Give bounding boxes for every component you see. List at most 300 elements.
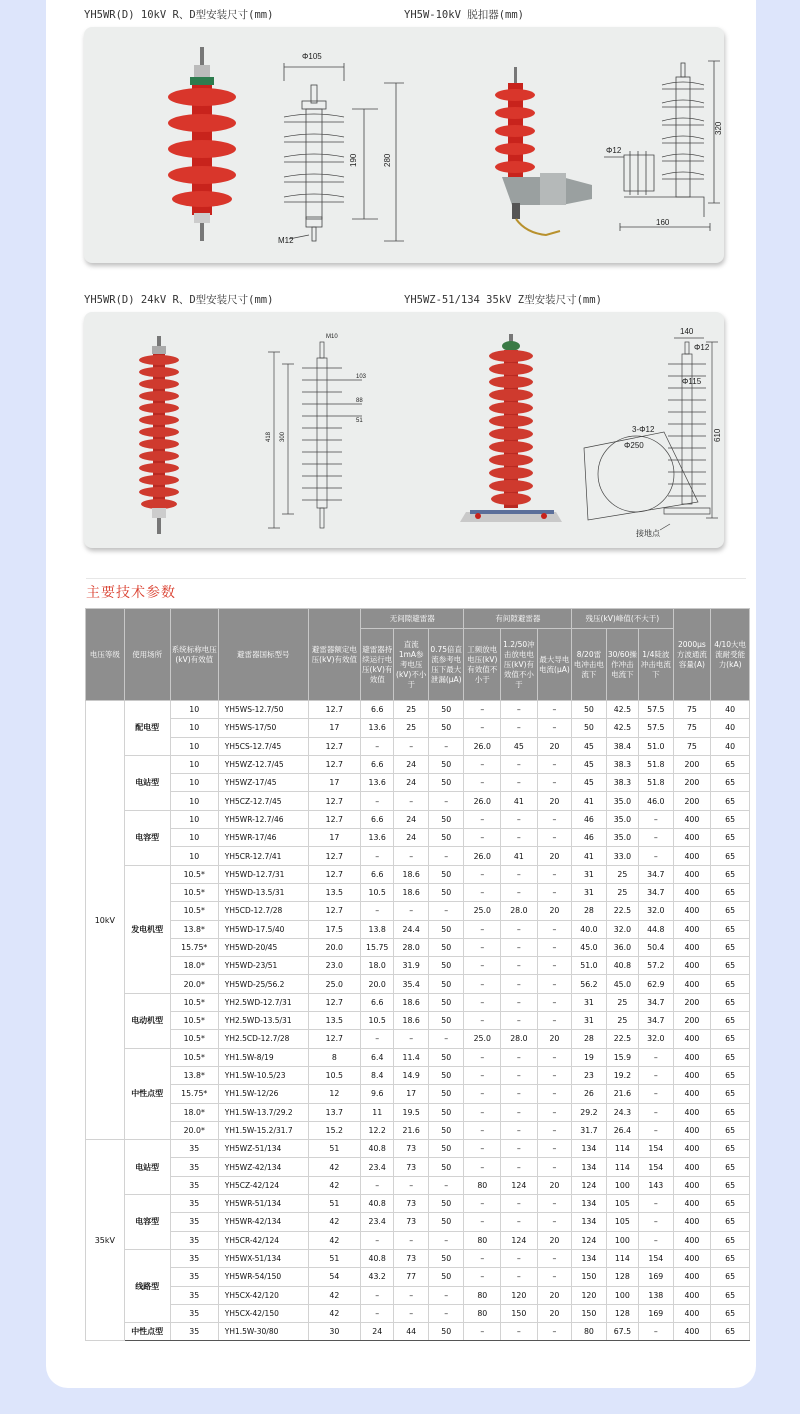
table-cell: 38.4 — [606, 737, 638, 755]
product-caption-3: YH5WR(D) 24kV R、D型安装尺寸(mm) — [84, 294, 274, 306]
table-cell: 34.7 — [639, 883, 674, 901]
table-cell: 124 — [572, 1231, 607, 1249]
table-cell: 20 — [537, 737, 572, 755]
table-cell: – — [537, 1048, 572, 1066]
table-cell: 24 — [360, 1323, 393, 1341]
table-cell: 154 — [639, 1249, 674, 1267]
table-cell: 6.6 — [360, 701, 393, 719]
table-row — [86, 810, 750, 828]
table-cell: 73 — [394, 1140, 429, 1158]
table-cell: 35 — [170, 1195, 218, 1213]
table-cell: 31.7 — [572, 1121, 607, 1139]
table-cell: 114 — [606, 1140, 638, 1158]
table-cell: 128 — [606, 1268, 638, 1286]
table-cell: 50 — [428, 1066, 464, 1084]
table-cell: – — [360, 1231, 393, 1249]
table-row — [86, 1030, 750, 1048]
table-cell: – — [537, 719, 572, 737]
table-cell: – — [537, 755, 572, 773]
dim-label-13: 418 — [266, 431, 272, 442]
table-cell: 10.5* — [170, 883, 218, 901]
table-cell: 33.0 — [606, 847, 638, 865]
table-cell: – — [394, 737, 429, 755]
table-cell: – — [464, 1121, 501, 1139]
model-cell: YH2.5WD-13.5/31 — [218, 1012, 308, 1030]
dim-label-14: 140 — [680, 327, 694, 336]
table-cell: – — [360, 1304, 393, 1322]
table-cell: 50 — [428, 1085, 464, 1103]
table-cell: 19.2 — [606, 1066, 638, 1084]
table-cell: – — [537, 1213, 572, 1231]
table-cell: 80 — [464, 1286, 501, 1304]
model-cell: YH2.5CD-12.7/28 — [218, 1030, 308, 1048]
table-cell: – — [464, 957, 501, 975]
table-cell: – — [501, 1103, 538, 1121]
table-cell: – — [537, 957, 572, 975]
table-cell: 65 — [711, 1066, 750, 1084]
dim-label-12: 300 — [280, 431, 286, 442]
table-cell: 50 — [428, 1158, 464, 1176]
table-cell: – — [501, 883, 538, 901]
table-cell: 42 — [308, 1286, 360, 1304]
table-cell: 12.2 — [360, 1121, 393, 1139]
table-row — [86, 1012, 750, 1030]
table-row — [86, 1176, 750, 1194]
table-cell: 400 — [673, 1195, 711, 1213]
table-cell: 50 — [428, 1140, 464, 1158]
table-row — [86, 938, 750, 956]
model-cell: YH5CS-12.7/45 — [218, 737, 308, 755]
table-cell: – — [501, 1213, 538, 1231]
table-cell: 19.5 — [394, 1103, 429, 1121]
table-cell: 15.9 — [606, 1048, 638, 1066]
dimension-drawing-disconnector — [604, 61, 720, 231]
table-cell: – — [394, 1286, 429, 1304]
table-cell: 169 — [639, 1268, 674, 1286]
table-cell: 75 — [673, 737, 711, 755]
product-caption-4: YH5WZ-51/134 35kV Z型安装尺寸(mm) — [404, 294, 602, 306]
table-cell: 400 — [673, 1030, 711, 1048]
table-row — [86, 1323, 750, 1341]
table-cell: 9.6 — [360, 1085, 393, 1103]
table-cell: – — [501, 701, 538, 719]
table-cell: 18.6 — [394, 865, 429, 883]
header-gapped-col-2: 1.2/50冲击放电电压(kV)有效值不小于 — [501, 629, 538, 701]
table-cell: 18.6 — [394, 993, 429, 1011]
table-cell: 10.5* — [170, 865, 218, 883]
table-cell: 50 — [428, 1268, 464, 1286]
model-cell: YH5WR-17/46 — [218, 829, 308, 847]
header-residual-col-3: 1/4陡波冲击电流下 — [639, 629, 674, 701]
table-cell: 10 — [170, 847, 218, 865]
model-cell: YH5CZ-12.7/45 — [218, 792, 308, 810]
table-cell: – — [428, 1030, 464, 1048]
table-cell: 65 — [711, 865, 750, 883]
table-cell: 32.0 — [606, 920, 638, 938]
section-divider — [86, 578, 746, 579]
table-cell: – — [464, 829, 501, 847]
table-cell: 18.0* — [170, 957, 218, 975]
header-gapless-col-3: 0.75倍直流参考电压下最大泄漏(μA) — [428, 629, 464, 701]
table-cell: – — [537, 1085, 572, 1103]
header-square-wave: 2000μs方波通流容量(A) — [673, 609, 711, 701]
table-cell: 45 — [501, 737, 538, 755]
table-cell: 28 — [572, 1030, 607, 1048]
model-cell: YH5WS-17/50 — [218, 719, 308, 737]
table-cell: 50 — [428, 1213, 464, 1231]
table-row — [86, 847, 750, 865]
table-cell: 24 — [394, 774, 429, 792]
model-cell: YH5CX-42/120 — [218, 1286, 308, 1304]
table-cell: 57.2 — [639, 957, 674, 975]
table-cell: 24 — [394, 829, 429, 847]
table-cell: – — [639, 1066, 674, 1084]
product-caption-2: YH5W-10kV 脱扣器(mm) — [404, 9, 525, 21]
table-cell: 35 — [170, 1140, 218, 1158]
table-cell: 67.5 — [606, 1323, 638, 1341]
table-cell: 114 — [606, 1249, 638, 1267]
table-cell: – — [464, 1066, 501, 1084]
table-cell: – — [464, 1249, 501, 1267]
table-cell: 51 — [308, 1140, 360, 1158]
header-model: 避雷器国标型号 — [218, 609, 308, 701]
table-cell: 22.5 — [606, 902, 638, 920]
table-cell: 28.0 — [394, 938, 429, 956]
table-cell: 120 — [572, 1286, 607, 1304]
table-cell: 65 — [711, 1012, 750, 1030]
table-cell: 51.0 — [639, 737, 674, 755]
voltage-class-cell: 35kV — [86, 1140, 125, 1341]
section-title: 主要技术参数 — [86, 585, 176, 601]
table-cell: 400 — [673, 1103, 711, 1121]
table-row — [86, 1158, 750, 1176]
table-cell: 34.7 — [639, 865, 674, 883]
table-cell: – — [537, 1066, 572, 1084]
table-row — [86, 865, 750, 883]
table-cell: 20 — [537, 792, 572, 810]
table-cell: 44.8 — [639, 920, 674, 938]
table-cell: 44 — [394, 1323, 429, 1341]
table-cell: 12.7 — [308, 902, 360, 920]
table-cell: 51 — [308, 1249, 360, 1267]
table-cell: 18.6 — [394, 1012, 429, 1030]
table-cell: 50 — [428, 774, 464, 792]
table-cell: 10.5* — [170, 1030, 218, 1048]
table-cell: 10.5 — [308, 1066, 360, 1084]
table-cell: – — [501, 1012, 538, 1030]
table-row — [86, 1121, 750, 1139]
table-cell: 50 — [428, 755, 464, 773]
table-cell: 35.0 — [606, 792, 638, 810]
table-cell: – — [639, 1323, 674, 1341]
table-cell: 42 — [308, 1176, 360, 1194]
header-voltage-class: 电压等级 — [86, 609, 125, 701]
table-cell: 65 — [711, 810, 750, 828]
table-cell: 45 — [572, 737, 607, 755]
table-cell: 150 — [572, 1268, 607, 1286]
table-cell: 17 — [308, 774, 360, 792]
table-cell: – — [464, 1140, 501, 1158]
table-cell: 105 — [606, 1195, 638, 1213]
table-cell: – — [537, 1323, 572, 1341]
table-cell: 10 — [170, 792, 218, 810]
table-cell: 42 — [308, 1304, 360, 1322]
table-cell: 65 — [711, 1103, 750, 1121]
header-rated-voltage: 避雷器额定电压(kV)有效值 — [308, 609, 360, 701]
table-row — [86, 1249, 750, 1267]
table-cell: 65 — [711, 847, 750, 865]
table-cell: 50 — [428, 920, 464, 938]
table-cell: 10.5* — [170, 902, 218, 920]
table-row — [86, 902, 750, 920]
header-residual-col-1: 8/20雷电冲击电流下 — [572, 629, 607, 701]
table-row — [86, 1066, 750, 1084]
table-cell: 65 — [711, 1176, 750, 1194]
table-cell: – — [501, 1158, 538, 1176]
table-cell: 65 — [711, 1231, 750, 1249]
table-cell: 10 — [170, 774, 218, 792]
table-cell: 35 — [170, 1249, 218, 1267]
table-cell: 150 — [501, 1304, 538, 1322]
table-cell: 100 — [606, 1176, 638, 1194]
table-cell: 51 — [308, 1195, 360, 1213]
table-cell: 13.5 — [308, 1012, 360, 1030]
table-cell: 23.0 — [308, 957, 360, 975]
page-sheet — [46, 0, 756, 1388]
model-cell: YH5WZ-42/134 — [218, 1158, 308, 1176]
table-cell: 80 — [572, 1323, 607, 1341]
table-cell: 73 — [394, 1249, 429, 1267]
table-cell: 150 — [572, 1304, 607, 1322]
table-cell: – — [639, 1195, 674, 1213]
table-cell: 80 — [464, 1304, 501, 1322]
table-cell: 400 — [673, 1066, 711, 1084]
table-cell: 36.0 — [606, 938, 638, 956]
table-cell: 45 — [572, 774, 607, 792]
header-residual: 残压(kV)峰值(不大于) — [572, 609, 673, 629]
table-cell: 80 — [464, 1176, 501, 1194]
header-sys-voltage: 系统标称电压(kV)有效值 — [170, 609, 218, 701]
model-cell: YH5WD-17.5/40 — [218, 920, 308, 938]
table-cell: 6.6 — [360, 755, 393, 773]
usage-cell: 电站型 — [124, 755, 170, 810]
table-cell: 75 — [673, 719, 711, 737]
dim-label-4: M12 — [278, 236, 294, 245]
table-cell: 143 — [639, 1176, 674, 1194]
table-cell: 40.8 — [360, 1249, 393, 1267]
table-cell: 400 — [673, 1213, 711, 1231]
table-cell: 13.5 — [308, 883, 360, 901]
table-cell: – — [394, 1030, 429, 1048]
table-cell: 50 — [428, 1323, 464, 1341]
table-cell: 38.3 — [606, 774, 638, 792]
table-cell: – — [428, 737, 464, 755]
model-cell: YH5WR-51/134 — [218, 1195, 308, 1213]
table-cell: 24.3 — [606, 1103, 638, 1121]
table-cell: 35 — [170, 1323, 218, 1341]
table-cell: – — [464, 938, 501, 956]
model-cell: YH5WD-12.7/31 — [218, 865, 308, 883]
table-cell: – — [537, 1158, 572, 1176]
usage-cell: 电容型 — [124, 1195, 170, 1250]
table-cell: 40.8 — [606, 957, 638, 975]
spec-table-body — [86, 701, 750, 1341]
table-cell: 40 — [711, 701, 750, 719]
table-cell: 17.5 — [308, 920, 360, 938]
table-cell: – — [464, 1012, 501, 1030]
table-cell: 45.0 — [606, 975, 638, 993]
table-cell: – — [464, 1195, 501, 1213]
table-cell: 6.4 — [360, 1048, 393, 1066]
table-cell: 19 — [572, 1048, 607, 1066]
model-cell: YH1.5W-30/80 — [218, 1323, 308, 1341]
table-cell: 65 — [711, 957, 750, 975]
table-cell: 400 — [673, 1085, 711, 1103]
table-cell: – — [394, 792, 429, 810]
model-cell: YH1.5W-8/19 — [218, 1048, 308, 1066]
header-residual-col-2: 30/60操作冲击电流下 — [606, 629, 638, 701]
model-cell: YH5WR-12.7/46 — [218, 810, 308, 828]
dim-label-1: Φ105 — [302, 52, 322, 61]
product-image-panel-1 — [84, 27, 724, 263]
table-cell: 35.0 — [606, 810, 638, 828]
table-cell: 23 — [572, 1066, 607, 1084]
table-cell: 134 — [572, 1158, 607, 1176]
table-cell: – — [394, 847, 429, 865]
table-cell: – — [537, 1121, 572, 1139]
table-cell: – — [501, 829, 538, 847]
table-cell: 400 — [673, 883, 711, 901]
table-cell: – — [464, 993, 501, 1011]
table-cell: 10 — [170, 755, 218, 773]
model-cell: YH5WR-54/150 — [218, 1268, 308, 1286]
table-cell: 10.5* — [170, 1012, 218, 1030]
table-cell: 42 — [308, 1158, 360, 1176]
table-cell: 28.0 — [501, 902, 538, 920]
table-cell: 400 — [673, 1048, 711, 1066]
table-cell: – — [639, 1085, 674, 1103]
table-cell: – — [501, 755, 538, 773]
table-cell: – — [464, 1103, 501, 1121]
header-gapped-col-1: 工频放电电压(kV)有效值不小于 — [464, 629, 501, 701]
product-image-panel-2 — [84, 312, 724, 548]
table-cell: 65 — [711, 993, 750, 1011]
table-cell: 41 — [501, 792, 538, 810]
table-cell: 25 — [606, 883, 638, 901]
table-cell: – — [501, 1121, 538, 1139]
table-cell: – — [464, 701, 501, 719]
table-row — [86, 755, 750, 773]
table-cell: – — [501, 1195, 538, 1213]
table-cell: 40.0 — [572, 920, 607, 938]
model-cell: YH5WZ-17/45 — [218, 774, 308, 792]
table-cell: 15.75* — [170, 1085, 218, 1103]
table-cell: 65 — [711, 1195, 750, 1213]
table-cell: – — [360, 902, 393, 920]
table-cell: 65 — [711, 774, 750, 792]
table-cell: 8 — [308, 1048, 360, 1066]
table-cell: – — [464, 920, 501, 938]
table-cell: 26.0 — [464, 847, 501, 865]
table-cell: – — [394, 1231, 429, 1249]
table-cell: 46 — [572, 829, 607, 847]
table-cell: 26.0 — [464, 792, 501, 810]
table-cell: 400 — [673, 1140, 711, 1158]
table-cell: 73 — [394, 1213, 429, 1231]
table-cell: – — [537, 1195, 572, 1213]
table-row — [86, 993, 750, 1011]
table-cell: 46 — [572, 810, 607, 828]
table-cell: 400 — [673, 1304, 711, 1322]
table-cell: – — [501, 957, 538, 975]
table-cell: 10.5 — [360, 883, 393, 901]
table-cell: – — [639, 1231, 674, 1249]
table-cell: 65 — [711, 1304, 750, 1322]
table-cell: 11 — [360, 1103, 393, 1121]
table-cell: 50 — [572, 719, 607, 737]
header-high-current: 4/10大电流耐受能力(kA) — [711, 609, 750, 701]
table-cell: 20 — [537, 1030, 572, 1048]
model-cell: YH1.5W-12/26 — [218, 1085, 308, 1103]
table-cell: 31 — [572, 865, 607, 883]
table-cell: 15.2 — [308, 1121, 360, 1139]
table-cell: – — [537, 829, 572, 847]
dim-label-11: 51 — [356, 418, 363, 424]
spec-table — [85, 608, 750, 1341]
table-cell: 400 — [673, 847, 711, 865]
table-cell: 40 — [711, 719, 750, 737]
table-cell: 15.75 — [360, 938, 393, 956]
table-cell: 40 — [711, 737, 750, 755]
table-cell: 50 — [428, 1103, 464, 1121]
table-cell: 20 — [537, 847, 572, 865]
table-cell: 30 — [308, 1323, 360, 1341]
table-cell: 200 — [673, 1012, 711, 1030]
table-cell: 73 — [394, 1158, 429, 1176]
table-cell: 14.9 — [394, 1066, 429, 1084]
table-row — [86, 957, 750, 975]
table-cell: – — [428, 792, 464, 810]
table-cell: 65 — [711, 792, 750, 810]
table-cell: – — [428, 1231, 464, 1249]
table-cell: 80 — [464, 1231, 501, 1249]
table-cell: – — [501, 774, 538, 792]
table-cell: 13.8* — [170, 1066, 218, 1084]
table-cell: 35.4 — [394, 975, 429, 993]
table-cell: 128 — [606, 1304, 638, 1322]
dim-label-5: 320 — [714, 121, 723, 135]
table-cell: 400 — [673, 920, 711, 938]
table-cell: 24 — [394, 810, 429, 828]
dim-label-8: M10 — [326, 334, 338, 340]
table-cell: 35.0 — [606, 829, 638, 847]
table-cell: 65 — [711, 1085, 750, 1103]
table-cell: 31 — [572, 883, 607, 901]
table-cell: – — [537, 1103, 572, 1121]
table-cell: 20.0* — [170, 1121, 218, 1139]
table-cell: 38.3 — [606, 755, 638, 773]
header-gapped-col-3: 最大导电电流(μA) — [537, 629, 572, 701]
table-cell: 200 — [673, 993, 711, 1011]
table-cell: 50 — [428, 719, 464, 737]
dim-label-16: Φ115 — [682, 377, 702, 386]
table-cell: – — [537, 938, 572, 956]
table-cell: – — [464, 1085, 501, 1103]
table-cell: – — [639, 1121, 674, 1139]
table-cell: – — [464, 1213, 501, 1231]
arrester-photo-24kv — [139, 336, 179, 534]
table-cell: 6.6 — [360, 810, 393, 828]
